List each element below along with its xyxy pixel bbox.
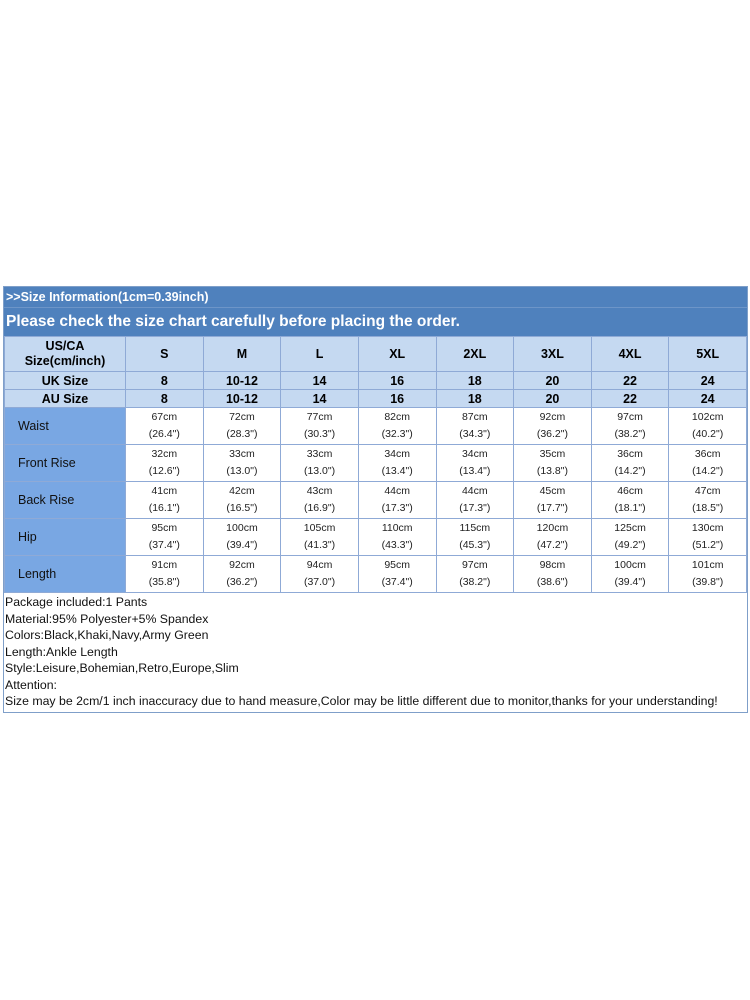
inch-value: (47.2") — [536, 539, 569, 551]
uk-size-value: 16 — [358, 372, 436, 390]
measurement-cell — [591, 556, 669, 593]
inch-value: (13.4") — [381, 465, 413, 477]
measurement-row — [5, 556, 747, 593]
cm-value: 33cm — [306, 448, 333, 460]
uk-size-value: 14 — [281, 372, 359, 390]
measurement-cell — [591, 445, 669, 482]
cm-value: 87cm — [461, 411, 488, 423]
size-table — [4, 336, 747, 593]
cm-value: 46cm — [617, 485, 643, 497]
measurement-cell — [358, 445, 436, 482]
measurement-cell — [203, 482, 281, 519]
inch-value: (16.9") — [303, 502, 336, 514]
measurement-cell — [281, 556, 359, 593]
cm-value: 102cm — [691, 411, 724, 423]
inch-value: (17.3") — [459, 502, 491, 514]
measurement-cell — [281, 519, 359, 556]
measurement-cell — [514, 408, 592, 445]
size-label: S — [126, 337, 204, 372]
inch-value: (45.3") — [459, 539, 491, 551]
inch-value: (38.2") — [614, 428, 646, 440]
size-label: M — [203, 337, 281, 372]
uk-size-label: UK Size — [5, 372, 126, 390]
au-size-value: 10-12 — [203, 390, 281, 408]
size-header-row — [5, 337, 747, 372]
inch-value: (14.2") — [614, 465, 646, 477]
inch-value: (12.6") — [148, 465, 180, 477]
measurement-cell — [126, 519, 204, 556]
inch-value: (16.5") — [226, 502, 258, 514]
cm-value: 32cm — [151, 448, 178, 460]
measurement-row — [5, 408, 747, 445]
au-size-value: 8 — [126, 390, 204, 408]
info-line: Attention: — [5, 677, 57, 692]
product-info — [4, 593, 747, 712]
cm-value: 44cm — [461, 485, 488, 497]
inch-value: (34.3") — [459, 428, 491, 440]
size-label: 3XL — [514, 337, 592, 372]
au-size-value: 22 — [591, 390, 669, 408]
cm-value: 130cm — [691, 522, 724, 534]
cm-value: 95cm — [384, 559, 411, 571]
size-label: 2XL — [436, 337, 514, 372]
measurement-cell — [436, 519, 514, 556]
au-size-value: 18 — [436, 390, 514, 408]
uk-size-value: 20 — [514, 372, 592, 390]
cm-value: 91cm — [151, 559, 178, 571]
measurement-cell — [358, 556, 436, 593]
measurement-cell — [436, 482, 514, 519]
cm-value: 115cm — [459, 522, 491, 534]
us-size-label: US/CA Size(cm/inch) — [5, 337, 126, 372]
cm-value: 92cm — [229, 559, 255, 571]
size-label: 4XL — [591, 337, 669, 372]
inch-value: (38.2") — [459, 576, 491, 588]
uk-size-row — [5, 372, 747, 390]
measurement-row — [5, 482, 747, 519]
inch-value: (36.2") — [536, 428, 569, 440]
measurement-cell — [436, 445, 514, 482]
inch-value: (26.4") — [148, 428, 180, 440]
inch-value: (37.4") — [381, 576, 413, 588]
measurement-cell — [358, 482, 436, 519]
inch-value: (35.8") — [148, 576, 180, 588]
measurement-label: Hip — [5, 519, 126, 556]
inch-value: (13.0") — [303, 465, 336, 477]
inch-value: (41.3") — [303, 539, 336, 551]
inch-value: (40.2") — [692, 428, 724, 440]
inch-value: (38.6") — [536, 576, 569, 588]
cm-value: 77cm — [306, 411, 333, 423]
cm-value: 35cm — [539, 448, 566, 460]
cm-value: 92cm — [539, 411, 566, 423]
measurement-cell — [281, 482, 359, 519]
cm-value: 94cm — [306, 559, 333, 571]
inch-value: (18.1") — [614, 502, 646, 514]
cm-value: 34cm — [461, 448, 488, 460]
size-chart-banner — [4, 287, 747, 336]
info-line: Length:Ankle Length — [5, 644, 118, 659]
cm-value: 42cm — [229, 485, 255, 497]
inch-value: (37.4") — [148, 539, 180, 551]
cm-value: 97cm — [461, 559, 488, 571]
cm-value: 44cm — [384, 485, 411, 497]
info-line: Package included:1 Pants — [5, 595, 148, 609]
au-size-value: 14 — [281, 390, 359, 408]
inch-value: (13.4") — [459, 465, 491, 477]
uk-size-value: 22 — [591, 372, 669, 390]
measurement-row — [5, 445, 747, 482]
uk-size-value: 18 — [436, 372, 514, 390]
measurement-cell — [514, 445, 592, 482]
measurement-cell — [358, 408, 436, 445]
size-label: 5XL — [669, 337, 747, 372]
cm-value: 120cm — [536, 522, 569, 534]
cm-value: 45cm — [539, 485, 566, 497]
cm-value: 95cm — [151, 522, 178, 534]
size-label: XL — [358, 337, 436, 372]
measurement-cell — [126, 408, 204, 445]
measurement-cell — [591, 519, 669, 556]
measurement-cell — [203, 408, 281, 445]
cm-value: 125cm — [614, 522, 646, 534]
inch-value: (43.3") — [381, 539, 413, 551]
measurement-label: Front Rise — [5, 445, 126, 482]
cm-value: 72cm — [229, 411, 255, 423]
info-line: Colors:Black,Khaki,Navy,Army Green — [5, 628, 209, 642]
measurement-cell — [203, 519, 281, 556]
cm-value: 100cm — [614, 559, 646, 571]
inch-value: (51.2") — [692, 539, 724, 551]
measurement-cell — [591, 482, 669, 519]
cm-value: 97cm — [617, 411, 643, 423]
size-info-line: >>Size Information(1cm=0.39inch) — [4, 287, 747, 308]
inch-value: (39.4") — [226, 539, 258, 551]
inch-value: (13.8") — [536, 465, 569, 477]
info-line: Style:Leisure,Bohemian,Retro,Europe,Slim — [5, 661, 239, 675]
size-chart-notice: Please check the size chart carefully before placing the order. — [6, 313, 460, 330]
size-label: L — [281, 337, 359, 372]
measurement-cell — [514, 556, 592, 593]
measurement-cell — [358, 519, 436, 556]
uk-size-value: 10-12 — [203, 372, 281, 390]
measurement-cell — [436, 408, 514, 445]
info-line: Size may be 2cm/1 inch inaccuracy due to hand measure,Color may be little different due to monitor,thanks for your understanding! — [5, 694, 718, 708]
au-size-row — [5, 390, 747, 408]
measurement-label: Back Rise — [5, 482, 126, 519]
info-line: Material:95% Polyester+5% Spandex — [5, 611, 209, 626]
measurement-cell — [203, 445, 281, 482]
inch-value: (16.1") — [148, 502, 180, 514]
measurement-label: Waist — [5, 408, 126, 445]
measurement-cell — [126, 445, 204, 482]
inch-value: (28.3") — [226, 428, 258, 440]
cm-value: 82cm — [384, 411, 411, 423]
measurement-cell — [514, 519, 592, 556]
au-size-label: AU Size — [5, 390, 126, 408]
measurement-cell — [203, 556, 281, 593]
inch-value: (13.0") — [226, 465, 258, 477]
cm-value: 41cm — [151, 485, 178, 497]
measurement-cell — [281, 408, 359, 445]
inch-value: (17.7") — [536, 502, 569, 514]
measurement-cell — [669, 445, 747, 482]
inch-value: (18.5") — [692, 502, 724, 514]
measurement-row — [5, 519, 747, 556]
cm-value: 110cm — [381, 522, 413, 534]
measurement-cell — [669, 519, 747, 556]
inch-value: (49.2") — [614, 539, 646, 551]
au-size-value: 20 — [514, 390, 592, 408]
measurement-cell — [514, 482, 592, 519]
measurement-label: Length — [5, 556, 126, 593]
cm-value: 98cm — [539, 559, 566, 571]
inch-value: (39.4") — [614, 576, 646, 588]
cm-value: 47cm — [694, 485, 721, 497]
measurement-cell — [281, 445, 359, 482]
uk-size-value: 8 — [126, 372, 204, 390]
cm-value: 36cm — [617, 448, 643, 460]
uk-size-value: 24 — [669, 372, 747, 390]
cm-value: 100cm — [226, 522, 258, 534]
cm-value: 34cm — [384, 448, 411, 460]
cm-value: 105cm — [303, 522, 336, 534]
measurement-cell — [669, 556, 747, 593]
cm-value: 43cm — [306, 485, 333, 497]
measurement-cell — [436, 556, 514, 593]
size-chart — [3, 286, 748, 713]
measurement-cell — [669, 408, 747, 445]
inch-value: (36.2") — [226, 576, 258, 588]
measurement-cell — [126, 482, 204, 519]
cm-value: 101cm — [691, 559, 724, 571]
measurement-cell — [591, 408, 669, 445]
au-size-value: 24 — [669, 390, 747, 408]
measurement-cell — [126, 556, 204, 593]
au-size-value: 16 — [358, 390, 436, 408]
cm-value: 67cm — [151, 411, 178, 423]
inch-value: (30.3") — [303, 428, 336, 440]
cm-value: 36cm — [694, 448, 721, 460]
inch-value: (14.2") — [692, 465, 724, 477]
inch-value: (32.3") — [381, 428, 413, 440]
cm-value: 33cm — [229, 448, 255, 460]
inch-value: (39.8") — [692, 576, 724, 588]
inch-value: (17.3") — [381, 502, 413, 514]
measurement-cell — [669, 482, 747, 519]
inch-value: (37.0") — [303, 576, 336, 588]
